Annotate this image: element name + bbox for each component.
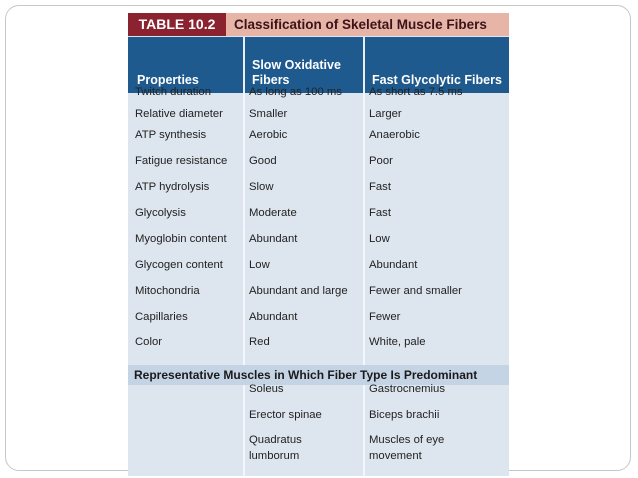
property-cell: Capillaries xyxy=(135,311,188,323)
property-cell: Fatigue resistance xyxy=(135,155,228,167)
property-cell: Glycogen content xyxy=(135,259,223,271)
fast-glycolytic-cell: Gastrocnemius xyxy=(369,383,445,395)
header-slow-oxidative: Slow Oxidative Fibers xyxy=(252,58,341,87)
fast-glycolytic-cell: White, pale xyxy=(369,336,426,348)
property-cell: Glycolysis xyxy=(135,207,186,219)
fast-glycolytic-cell: Poor xyxy=(369,155,393,167)
fast-glycolytic-cell: Larger xyxy=(369,108,402,120)
fast-glycolytic-cell: Muscles of eye movement xyxy=(369,434,445,462)
muscle-fiber-table xyxy=(128,13,509,476)
column-divider xyxy=(243,385,245,476)
fast-glycolytic-cell: Anaerobic xyxy=(369,129,420,141)
section-title: Representative Muscles in Which Fiber Type Is Predominant xyxy=(128,365,509,385)
fast-glycolytic-cell: As short as 7.5 ms xyxy=(369,86,463,98)
property-cell: Mitochondria xyxy=(135,285,200,297)
property-cell: Twitch duration xyxy=(135,86,211,98)
slow-oxidative-cell: Slow xyxy=(249,181,274,193)
slow-oxidative-cell: Abundant xyxy=(249,311,298,323)
slow-oxidative-cell: Abundant and large xyxy=(249,285,348,297)
header-divider xyxy=(363,37,365,93)
slow-oxidative-cell: Good xyxy=(249,155,277,167)
slow-oxidative-cell: Abundant xyxy=(249,233,298,245)
slow-oxidative-cell: As long as 100 ms xyxy=(249,86,342,98)
property-cell: ATP synthesis xyxy=(135,129,207,141)
column-divider xyxy=(243,93,245,365)
fast-glycolytic-cell: Low xyxy=(369,233,390,245)
fast-glycolytic-cell: Fast xyxy=(369,181,391,193)
column-divider xyxy=(363,93,365,365)
slow-oxidative-cell: Moderate xyxy=(249,207,297,219)
slow-oxidative-cell: Erector spinae xyxy=(249,409,322,421)
header-properties: Properties xyxy=(137,73,199,87)
fast-glycolytic-cell: Fewer and smaller xyxy=(369,285,462,297)
table-title: Classification of Skeletal Muscle Fibers xyxy=(226,13,509,36)
property-cell: ATP hydrolysis xyxy=(135,181,210,193)
fast-glycolytic-cell: Fast xyxy=(369,207,391,219)
slow-oxidative-cell: Low xyxy=(249,259,270,271)
fast-glycolytic-cell: Biceps brachii xyxy=(369,409,440,421)
slow-oxidative-cell: Red xyxy=(249,336,270,348)
slow-oxidative-cell: Quadratus lumborum xyxy=(249,434,302,462)
header-divider xyxy=(243,37,245,93)
property-cell: Relative diameter xyxy=(135,108,223,120)
column-divider xyxy=(363,385,365,476)
header-fast-glycolytic: Fast Glycolytic Fibers xyxy=(372,73,502,87)
fast-glycolytic-cell: Abundant xyxy=(369,259,418,271)
fast-glycolytic-cell: Fewer xyxy=(369,311,401,323)
slow-oxidative-cell: Aerobic xyxy=(249,129,288,141)
property-cell: Color xyxy=(135,336,162,348)
table-number: TABLE 10.2 xyxy=(128,13,226,36)
slow-oxidative-cell: Smaller xyxy=(249,108,288,120)
property-cell: Myoglobin content xyxy=(135,233,227,245)
table-title-bar xyxy=(128,13,509,36)
slow-oxidative-cell: Soleus xyxy=(249,383,284,395)
